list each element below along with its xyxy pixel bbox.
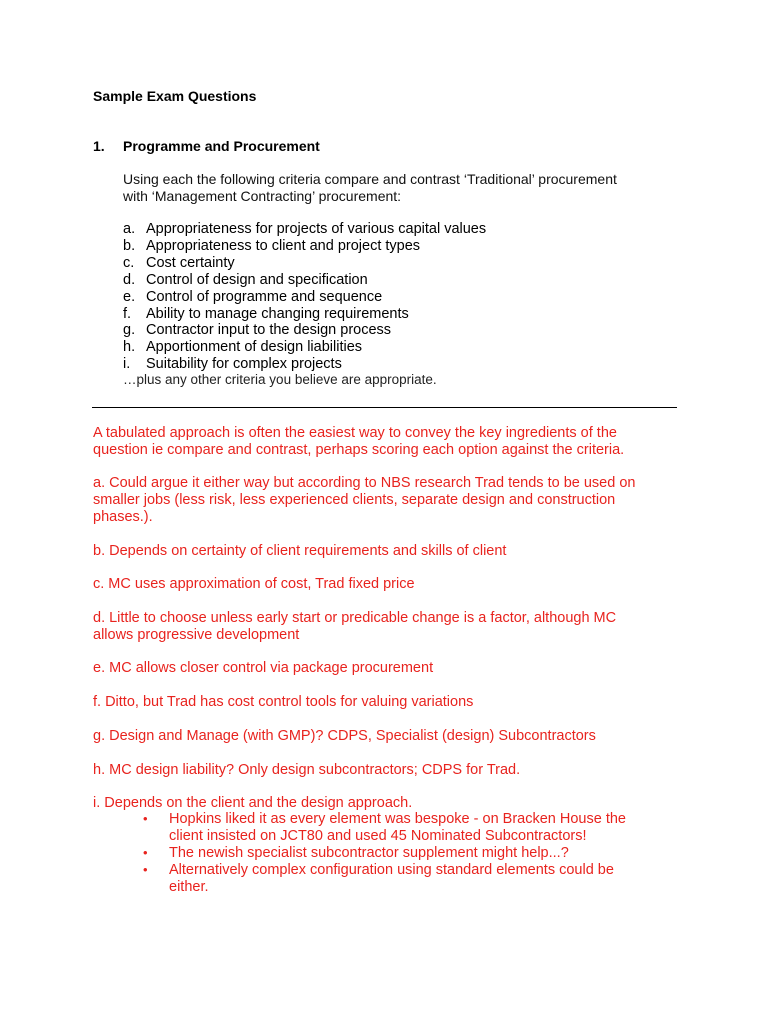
answer-c [93, 576, 415, 593]
criteria-text: Cost certainty [146, 254, 235, 271]
bullet-item [143, 811, 626, 845]
answer-line: phases.). [93, 508, 153, 525]
answer-line: g. Design and Manage (with GMP)? CDPS, Specialist (design) Subcontractors [93, 728, 596, 744]
answer-line: a. Could argue it either way but according to NBS research Trad tends to be used on [93, 475, 636, 491]
criteria-text: Contractor input to the design process [146, 322, 392, 339]
answer-line: e. MC allows closer control via package procurement [93, 660, 434, 676]
criteria-list [123, 221, 486, 373]
answer-line: b. Depends on certainty of client requirements and skills of client [93, 543, 507, 559]
criteria-item [123, 322, 486, 339]
section-number: 1. [93, 138, 105, 154]
criteria-item [123, 306, 486, 323]
answer-d [93, 610, 616, 644]
bullet-line: client insisted on JCT80 and used 45 Nominated Subcontractors! [169, 827, 587, 844]
criteria-footnote: …plus any other criteria you believe are appropriate. [123, 372, 437, 387]
criteria-letter: i. [123, 356, 131, 373]
bullet-text [169, 845, 569, 862]
criteria-item [123, 272, 486, 289]
bullet-text [169, 811, 626, 845]
criteria-letter: a. [123, 221, 136, 237]
bullet-line: either. [169, 878, 209, 895]
answer-b [93, 543, 506, 560]
answer-h [93, 762, 520, 779]
criteria-item [123, 255, 486, 272]
answer-line: h. MC design liability? Only design subcontractors; CDPS for Trad. [93, 762, 521, 778]
answer-line: allows progressive development [93, 626, 300, 643]
criteria-text: Apportionment of design liabilities [146, 339, 363, 356]
bullet-item [143, 862, 626, 896]
answer-line: smaller jobs (less risk, less experienced clients, separate design and construction [93, 491, 616, 508]
criteria-letter: d. [123, 271, 136, 288]
criteria-letter: b. [123, 237, 136, 254]
question-intro-line: with ‘Management Contracting’ procurement: [123, 188, 402, 204]
answer-line: question ie compare and contrast, perhaps scoring each option against the criteria. [93, 441, 625, 458]
answer-g [93, 728, 596, 745]
criteria-item [123, 339, 486, 356]
answer-line: A tabulated approach is often the easiest way to convey the key ingredients of the [93, 425, 617, 441]
answer-e [93, 660, 433, 677]
criteria-text: Suitability for complex projects [146, 356, 342, 373]
criteria-text: Ability to manage changing requirements [146, 305, 409, 322]
criteria-letter: c. [123, 254, 135, 271]
answer-line: d. Little to choose unless early start or predicable change is a factor, although MC [93, 610, 617, 626]
criteria-text: Appropriateness for projects of various capital values [146, 221, 487, 237]
criteria-letter: g. [123, 322, 136, 339]
criteria-text: Control of programme and sequence [146, 288, 383, 305]
answer-i [93, 795, 412, 812]
criteria-item [123, 356, 486, 373]
bullet-line: Alternatively complex configuration using standard elements could be [169, 861, 614, 878]
answer-intro [93, 425, 624, 459]
answer-line: f. Ditto, but Trad has cost control tools for valuing variations [93, 694, 474, 710]
bullet-icon: • [143, 844, 148, 860]
section-title: Programme and Procurement [123, 138, 320, 154]
answer-i-bullets [143, 811, 626, 896]
bullet-icon: • [143, 861, 148, 877]
bullet-line: The newish specialist subcontractor supplement might help...? [169, 844, 569, 861]
answer-line: i. Depends on the client and the design approach. [93, 795, 413, 811]
answer-f [93, 694, 473, 711]
page-title: Sample Exam Questions [93, 88, 257, 104]
criteria-item [123, 221, 486, 238]
horizontal-divider [92, 407, 677, 408]
question-intro [123, 171, 617, 205]
criteria-letter: f. [123, 305, 132, 322]
bullet-icon: • [143, 811, 148, 826]
bullet-text [169, 862, 614, 896]
criteria-item [123, 289, 486, 306]
criteria-letter: h. [123, 339, 136, 356]
answer-a [93, 475, 635, 526]
criteria-text: Appropriateness to client and project types [146, 237, 421, 254]
criteria-item [123, 238, 486, 255]
question-intro-line: Using each the following criteria compare and contrast ‘Traditional’ procurement [123, 171, 617, 187]
criteria-text: Control of design and specification [146, 271, 368, 288]
answer-line: c. MC uses approximation of cost, Trad fixed price [93, 576, 415, 592]
bullet-item [143, 845, 626, 862]
bullet-line: Hopkins liked it as every element was bespoke - on Bracken House the [169, 811, 626, 827]
criteria-letter: e. [123, 288, 136, 305]
